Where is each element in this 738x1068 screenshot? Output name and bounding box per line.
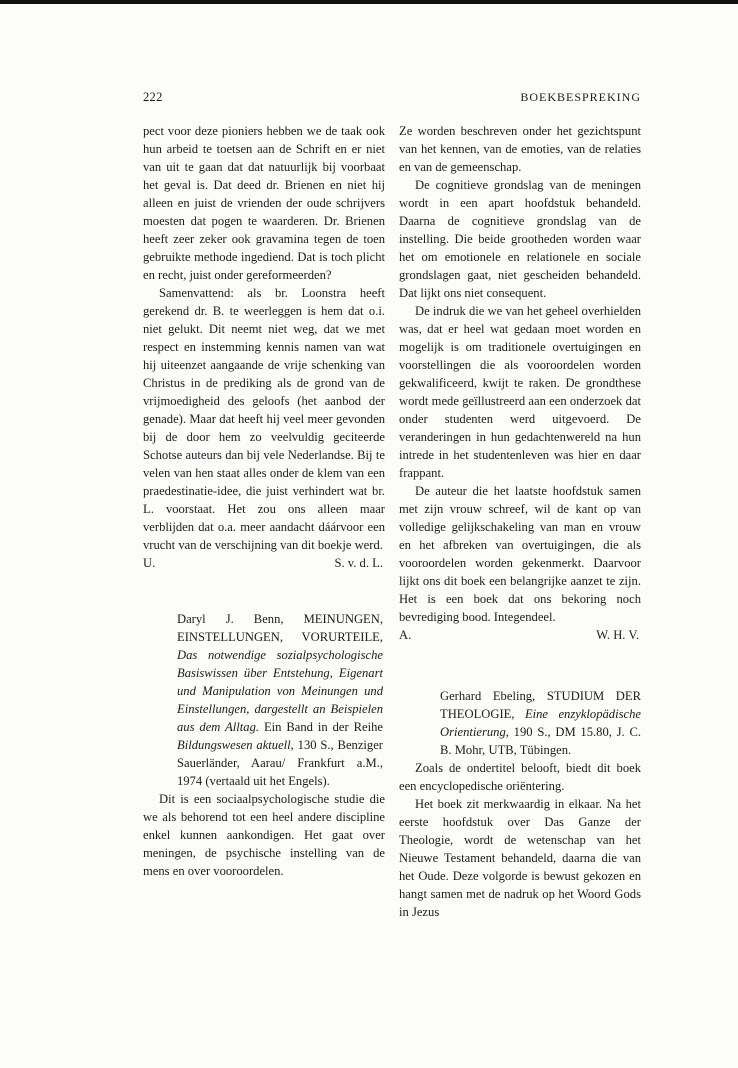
paragraph: De auteur die het laatste hoofdstuk samen met zijn vrouw schreef, wil de kant op van volledige gelijkschakeling van man en vrouw en het afbreken van overtuigingen, die als vooroordelen worden gekenmerkt. Daarvoor lijkt ons dit boek een belangrijke aanzet te zijn. Het is een boek dat ons bekoring noch bevrediging bood. Integendeel. bbox=[399, 484, 641, 624]
paragraph: Samenvattend: als br. Loonstra heeft gerekend dr. B. te weerleggen is hem dat o.i. niet gelukt. Dit neemt niet weg, dat we met respect en instemming kennis namen van wat hij uiteenzet aangaande de vrije schenking van Christus in de prediking als de grond van de vrijmoedigheid des geloofs (het aanbod der genade). Maar dat heeft hij veel meer gevonden bij de door hem zo veelvuldig geciteerde Schotse auteurs dan bij vele Nederlandse. Bij te velen van hen staat alles onder de klem van een praedestinatie-idee, die juist verhindert wat br. L. voorstaat. Het zou ons alleen maar verblijden dat o.a. meer aandacht dáárvoor een vrucht van de verschijning van dit boekje werd. bbox=[143, 286, 385, 552]
paragraph: pect voor deze pioniers hebben we de taak ook hun arbeid te toetsen aan de Schrift en er niet van uit te gaan dat dat natuurlijk bij voorbaat het geval is. Dat deed dr. Brienen en niet hij alleen en juist de vrienden der oude schrijvers moesten dat pogen te waarderen. Dr. Brienen heeft zeer zeker ook gravamina tegen de toen gebruikte methode ingediend. Dat is toch plicht en recht, juist onder gereformeerden? bbox=[143, 124, 385, 282]
book-reference bbox=[440, 687, 641, 759]
reference-series: Bildungswesen aktuell, bbox=[177, 738, 294, 752]
signature-initials: W. H. V. bbox=[596, 628, 639, 642]
running-title: BOEKBESPREKING bbox=[520, 90, 641, 104]
reference-title: MEINUNGEN, EINSTELLUNGEN, VORURTEILE, bbox=[177, 612, 383, 644]
book-reference bbox=[177, 610, 383, 790]
paragraph: Het boek zit merkwaardig in elkaar. Na het eerste hoofdstuk over Das Ganze der Theologie, wordt de wetenschap van het Nieuwe Testament behandeld, daarna die van het Oude. Deze volgorde is bewust gekozen en hangt samen met de nadruk op het Woord Gods in Jezus bbox=[399, 797, 641, 919]
paragraph: De cognitieve grondslag van de meningen wordt in een apart hoofdstuk behandeld. Daarna de cognitieve grondslag van de instelling. Die beide grootheden worden waar het om emotionele en relationele en sociale grondslagen gaat, niet gescheiden behandeld. Dat lijkt ons niet consequent. bbox=[399, 178, 641, 300]
reference-series-pre: Ein Band in der Reihe bbox=[263, 720, 383, 734]
paragraph: De indruk die we van het geheel overhielden was, dat er heel wat gedaan moet worden en mogelijk is om traditionele overtuigingen en voorstellingen die als vooroordelen worden gekwalificeerd, kwijt te raken. De grondthese wordt mede geïllustreerd aan een onderzoek dat onder studenten werd uitgevoerd. De veranderingen in hun gedachtenwereld na hun intrede in het studentenleven was hier en daar frappant. bbox=[399, 304, 641, 480]
left-column bbox=[143, 122, 385, 880]
reference-details: 130 S., Benziger Sauerländer, Aarau/ Frankfurt a.M., 1974 (vertaald uit het Engels). bbox=[177, 738, 383, 788]
reference-details: 190 S., DM 15.80, J. C. B. Mohr, UTB, Tübingen. bbox=[440, 725, 641, 757]
page-number: 222 bbox=[143, 90, 163, 104]
review-signature bbox=[143, 554, 385, 572]
signature-location: U. bbox=[143, 556, 156, 570]
paragraph: Zoals de ondertitel belooft, biedt dit boek een encyclopedische oriëntering. bbox=[399, 761, 641, 793]
reference-subtitle: Das notwendige sozialpsychologische Basiswissen über Entstehung, Eigenart und Manipulation von Meinungen und Einstellungen, dargestellt an Beispielen aus dem Alltag. bbox=[177, 648, 383, 734]
right-column bbox=[399, 122, 641, 921]
reference-author: Gerhard Ebeling, bbox=[440, 689, 536, 703]
signature-location: A. bbox=[399, 628, 412, 642]
review-signature bbox=[399, 626, 641, 644]
signature-initials: S. v. d. L. bbox=[334, 556, 383, 570]
reference-author: Daryl J. Benn, bbox=[177, 612, 284, 626]
paragraph: Ze worden beschreven onder het gezichtspunt van het kennen, van de emoties, van de relaties en van de gemeenschap. bbox=[399, 124, 641, 174]
paragraph: Dit is een sociaalpsychologische studie die we als behorend tot een heel andere discipline enkel kunnen aankondigen. Het gaat over meningen, de psychische instelling van de mens en over vooroordelen. bbox=[143, 792, 385, 878]
reference-subtitle: Eine enzyklopädische Orientierung, bbox=[440, 707, 641, 739]
reference-title: STUDIUM DER THEOLOGIE, bbox=[440, 689, 641, 721]
running-header bbox=[143, 90, 641, 105]
